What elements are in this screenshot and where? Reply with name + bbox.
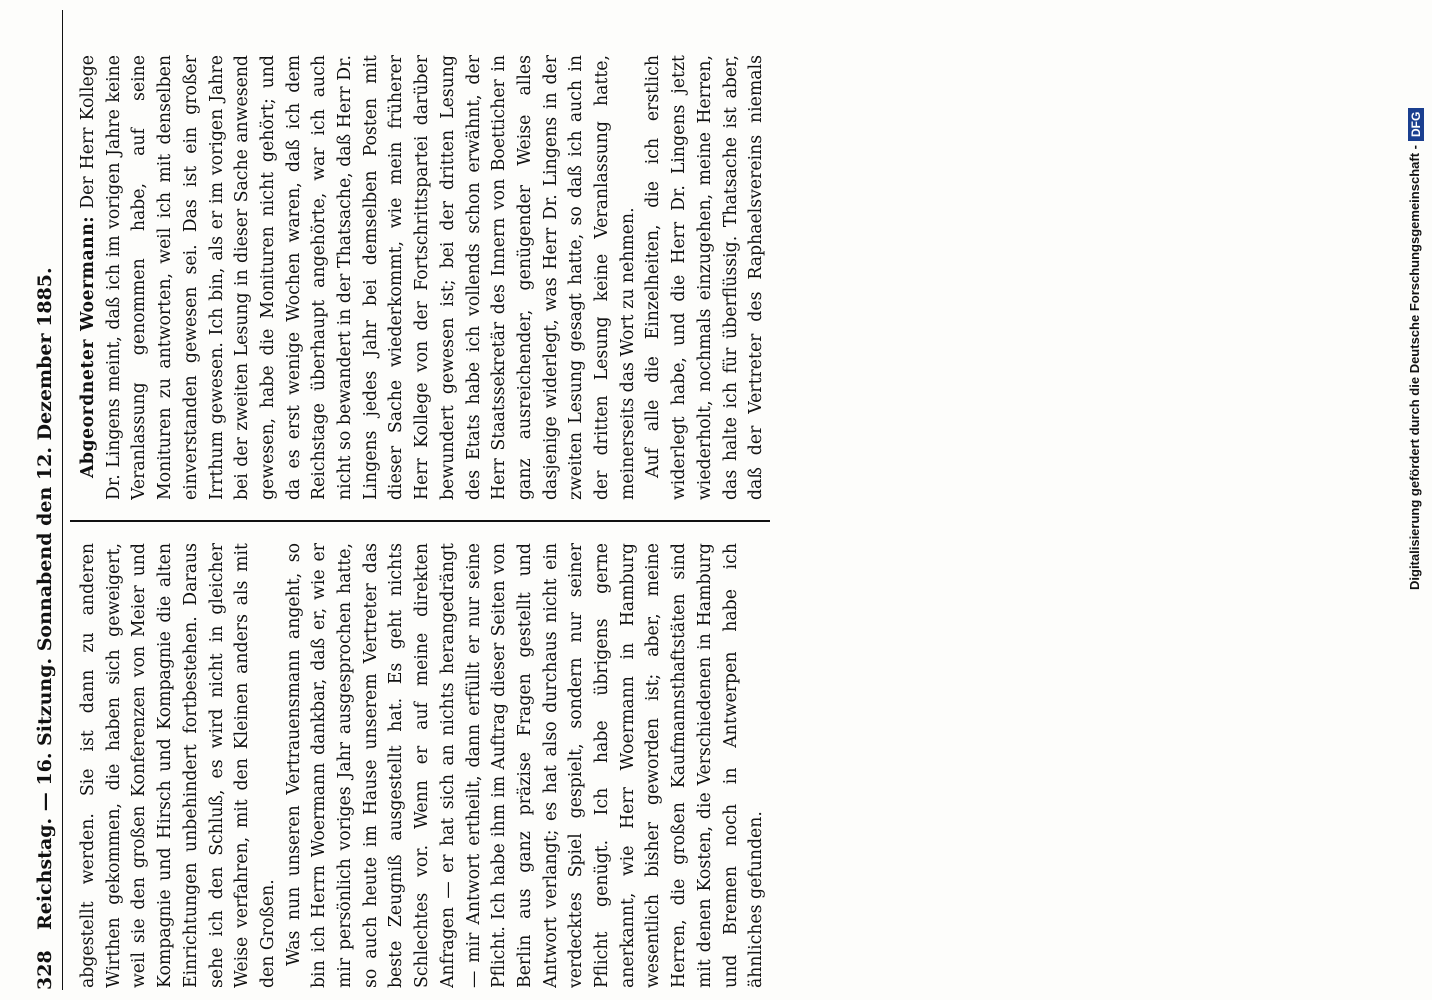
left-column xyxy=(76,543,766,988)
right-intro-text: Der Herr Kollege Dr. Lingens meint, daß ich im vorigen Jahre keine Veranlassung genommen habe, auf seine Monituren zu antworten, weil ich mit denselben einverstanden gewesen sei. Das ist ein großer Irrthum gewesen. Ich bin, als er im vorigen Jahre bei der zweiten Lesung in dieser Sache anwesend gewesen, habe die Monituren nicht gehört; und da es erst wenige Wochen waren, daß ich dem Reichstage überhaupt angehörte, war ich auch nicht so bewandert in der Thatsache, daß Herr Dr. Lingens jedes Jahr bei demselben Posten mit dieser Sache wiederkommt, wie mein früherer Herr Kollege von der Fortschrittspartei darüber bewundert gewesen ist; bei der dritten Lesung des Etats habe ich vollends schon erwähnt, der Herr Staatssekretär des Innern von Boetticher in ganz ausreichender, genügender Weise alles dasjenige widerlegt, was Herr Dr. Lingens in der zweiten Lesung gesagt hatte, so daß ich auch in der dritten Lesung keine Veranlassung hatte, meinerseits das Wort zu nehmen. xyxy=(78,55,638,500)
stamp-text: Digitalisierung gefördert durch die Deutsche Forschungsgemeinschaft - xyxy=(1407,145,1422,590)
running-head xyxy=(34,10,63,990)
right-intro-speaker: Abgeordneter Woermann: xyxy=(78,215,98,478)
digitization-stamp xyxy=(1402,90,1428,590)
dfg-logo: DFG xyxy=(1408,108,1424,141)
page-headline: Reichstag. — 16. Sitzung. Sonnabend den 12. Dezember 1885. xyxy=(34,267,56,930)
column-divider xyxy=(70,521,770,523)
right-column xyxy=(76,55,766,500)
right-intro xyxy=(76,55,641,500)
page-number: 328 xyxy=(34,950,56,990)
right-paragraph-2: Auf alle die Einzelheiten, die ich erstlich widerlegt habe, und die Herr Dr. Lingens jetzt wiederholt, nochmals einzugehen, meine Herren, das halte ich für überflüssig. Thatsache ist aber, daß der Vertreter des Raphaelsvereins niemals xyxy=(643,55,766,500)
left-paragraph-1: abgestellt werden. Sie ist dann zu anderen Wirthen gekommen, die haben sich geweigert, weil sie den großen Konferenzen von Meier und Kompagnie und Hirsch und Kompagnie die alten Einrichtungen unbehindert fortbestehen. Daraus sehe ich den Schluß, es wird nicht in gleicher Weise verfahren, mit den Kleinen anders als mit den Großen. xyxy=(78,543,278,988)
left-paragraph-2: Was nun unseren Vertrauensmann angeht, so bin ich Herrn Woermann dankbar, daß er, wie er mir persönlich voriges Jahr ausgesprochen hatte, so auch heute im Hause unserem Vertreter das beste Zeugniß ausgestellt hat. Es geht nichts Schlechtes vor. Wenn er auf meine direkten Anfragen — er hat sich an nichts herangedrängt — mir Antwort ertheilt, dann erfüllt er nur seine Pflicht. Ich habe ihm im Auftrag dieser Seiten von Berlin aus ganz präzise Fragen gestellt und Antwort verlangt; es hat also durchaus nicht ein verdecktes Spiel gespielt, sondern nur seiner Pflicht genügt. Ich habe übrigens gerne anerkannt, wie Herr Woermann in Hamburg wesentlich bisher geworden ist; aber, meine Herren, die großen Kaufmannsthaftstäten sind mit denen Kosten, die Verschiedenen in Hamburg und Bremen noch in Antwerpen habe ich ähnliches gefunden. xyxy=(283,543,766,988)
rotated-page xyxy=(16,0,1416,1000)
